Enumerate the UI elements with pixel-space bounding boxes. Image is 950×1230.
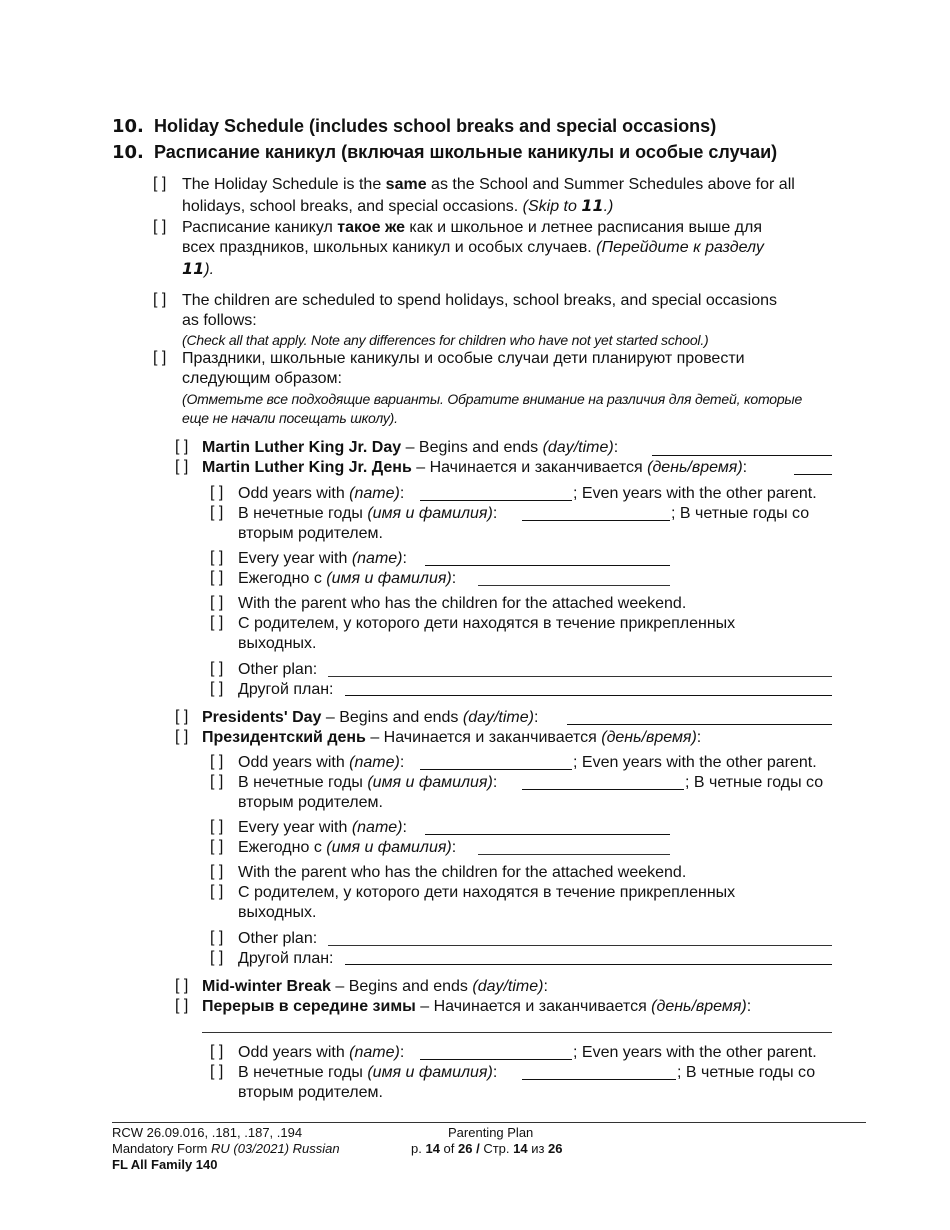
checkbox-mlk-weekend-ru[interactable]: [ ]: [210, 614, 224, 631]
checkbox-pres-odd-en[interactable]: [ ]: [210, 753, 224, 770]
option-same-en-line2: holidays, school breaks, and special occasions. (Skip to 11.): [182, 196, 614, 215]
checkbox-mlk-ru[interactable]: [ ]: [175, 458, 189, 475]
checkbox-same-en[interactable]: [ ]: [153, 175, 167, 192]
pres-odd-ru-tail: ; В четные годы со: [685, 774, 824, 791]
pres-every-name-field-ru[interactable]: [478, 854, 670, 855]
option-same-ru-line3: 11).: [182, 259, 215, 278]
checkbox-follows-ru[interactable]: [ ]: [153, 349, 167, 366]
mid-odd-name-field-ru[interactable]: [522, 1079, 676, 1080]
checkbox-pres-en[interactable]: [ ]: [175, 708, 189, 725]
pres-every-name-field[interactable]: [425, 834, 670, 835]
mid-odd-en: Odd years with (name):: [238, 1044, 405, 1061]
mid-daytime-field[interactable]: [202, 1032, 832, 1033]
checkbox-pres-every-en[interactable]: [ ]: [210, 818, 224, 835]
pres-other-field[interactable]: [328, 945, 832, 946]
mlk-other-field[interactable]: [328, 676, 832, 677]
footer-rcw: RCW 26.09.016, .181, .187, .194: [112, 1125, 303, 1140]
checkbox-mlk-odd-en[interactable]: [ ]: [210, 484, 224, 501]
option-follows-en-note: (Check all that apply. Note any differences for children who have not yet started school.): [182, 332, 709, 348]
mid-odd-name-field[interactable]: [420, 1059, 572, 1060]
pres-weekend-ru: С родителем, у которого дети находятся в течение прикрепленных: [238, 884, 736, 901]
checkbox-mlk-other-ru[interactable]: [ ]: [210, 680, 224, 697]
mlk-daytime-field-ru[interactable]: [794, 474, 832, 475]
mlk-weekend-en: With the parent who has the children for the attached weekend.: [238, 595, 687, 612]
checkbox-mlk-every-ru[interactable]: [ ]: [210, 569, 224, 586]
checkbox-same-ru[interactable]: [ ]: [153, 218, 167, 235]
mlk-label-en: Martin Luther King Jr. Day – Begins and ends (day/time):: [202, 439, 619, 456]
checkbox-pres-other-ru[interactable]: [ ]: [210, 949, 224, 966]
mlk-odd-ru-line2: вторым родителем.: [238, 525, 383, 542]
mlk-every-ru: Ежегодно с (имя и фамилия):: [238, 570, 457, 587]
option-follows-en-line2: as follows:: [182, 312, 257, 329]
footer-page: p. 14 of 26 / Стр. 14 из 26: [411, 1141, 563, 1156]
pres-other-field-ru[interactable]: [345, 964, 832, 965]
option-same-en-line1: The Holiday Schedule is the same as the School and Summer Schedules above for all: [182, 176, 795, 193]
checkbox-pres-odd-ru[interactable]: [ ]: [210, 773, 224, 790]
pres-label-ru: Президентский день – Начинается и заканчивается (день/время):: [202, 729, 702, 746]
checkbox-mlk-en[interactable]: [ ]: [175, 438, 189, 455]
checkbox-follows-en[interactable]: [ ]: [153, 291, 167, 308]
mid-label-ru: Перерыв в середине зимы – Начинается и заканчивается (день/время):: [202, 998, 752, 1015]
footer-title: Parenting Plan: [448, 1125, 534, 1140]
mlk-every-name-field-ru[interactable]: [478, 585, 670, 586]
checkbox-pres-ru[interactable]: [ ]: [175, 728, 189, 745]
mid-label-en: Mid-winter Break – Begins and ends (day/time):: [202, 978, 548, 995]
option-follows-ru-note1: (Отметьте все подходящие варианты. Обратите внимание на различия для детей, которые: [182, 391, 803, 407]
checkbox-mlk-weekend-en[interactable]: [ ]: [210, 594, 224, 611]
mid-odd-en-tail: ; Even years with the other parent.: [573, 1044, 817, 1061]
mlk-every-en: Every year with (name):: [238, 550, 407, 567]
footer-mandatory: Mandatory Form RU (03/2021) Russian: [112, 1141, 340, 1156]
pres-other-en: Other plan:: [238, 930, 318, 947]
mlk-every-name-field[interactable]: [425, 565, 670, 566]
checkbox-pres-every-ru[interactable]: [ ]: [210, 838, 224, 855]
mlk-other-ru: Другой план:: [238, 681, 334, 698]
mid-odd-ru-line2: вторым родителем.: [238, 1084, 383, 1101]
mlk-odd-ru-tail: ; В четные годы со: [671, 505, 810, 522]
footer-rule: [112, 1122, 866, 1123]
option-follows-ru-line2: следующим образом:: [182, 370, 342, 387]
checkbox-mid-odd-en[interactable]: [ ]: [210, 1043, 224, 1060]
checkbox-mlk-other-en[interactable]: [ ]: [210, 660, 224, 677]
checkbox-pres-weekend-ru[interactable]: [ ]: [210, 883, 224, 900]
pres-odd-en: Odd years with (name):: [238, 754, 405, 771]
mid-odd-ru: В нечетные годы (имя и фамилия):: [238, 1064, 498, 1081]
checkbox-mid-odd-ru[interactable]: [ ]: [210, 1063, 224, 1080]
pres-weekend-en: With the parent who has the children for the attached weekend.: [238, 864, 687, 881]
checkbox-mid-ru[interactable]: [ ]: [175, 997, 189, 1014]
pres-every-en: Every year with (name):: [238, 819, 407, 836]
pres-odd-ru: В нечетные годы (имя и фамилия):: [238, 774, 498, 791]
mlk-odd-name-field-ru[interactable]: [522, 520, 670, 521]
option-follows-ru-line1: Праздники, школьные каникулы и особые случаи дети планируют провести: [182, 350, 745, 367]
mlk-daytime-field[interactable]: [652, 455, 832, 456]
mid-odd-ru-tail: ; В четные годы со: [677, 1064, 816, 1081]
pres-weekend-ru-line2: выходных.: [238, 904, 317, 921]
checkbox-mlk-every-en[interactable]: [ ]: [210, 549, 224, 566]
mlk-weekend-ru: С родителем, у которого дети находятся в течение прикрепленных: [238, 615, 736, 632]
pres-other-ru: Другой план:: [238, 950, 334, 967]
mlk-weekend-ru-line2: выходных.: [238, 635, 317, 652]
checkbox-pres-weekend-en[interactable]: [ ]: [210, 863, 224, 880]
mlk-odd-en: Odd years with (name):: [238, 485, 405, 502]
option-follows-en-line1: The children are scheduled to spend holidays, school breaks, and special occasions: [182, 292, 778, 309]
pres-odd-ru-line2: вторым родителем.: [238, 794, 383, 811]
mlk-other-en: Other plan:: [238, 661, 318, 678]
pres-label-en: Presidents' Day – Begins and ends (day/time):: [202, 709, 539, 726]
section-title-en: Holiday Schedule (includes school breaks and special occasions): [154, 116, 717, 136]
checkbox-pres-other-en[interactable]: [ ]: [210, 929, 224, 946]
footer-form-id: FL All Family 140: [112, 1157, 218, 1172]
mlk-other-field-ru[interactable]: [345, 695, 832, 696]
section-number: 10.: [112, 116, 144, 137]
mlk-odd-en-tail: ; Even years with the other parent.: [573, 485, 817, 502]
option-same-ru-line1: Расписание каникул такое же как и школьное и летнее расписания выше для: [182, 219, 763, 236]
pres-odd-en-tail: ; Even years with the other parent.: [573, 754, 817, 771]
pres-every-ru: Ежегодно с (имя и фамилия):: [238, 839, 457, 856]
pres-odd-name-field-ru[interactable]: [522, 789, 684, 790]
option-follows-ru-note2: еще не начали посещать школу).: [182, 410, 398, 426]
pres-daytime-field[interactable]: [567, 724, 832, 725]
option-same-ru-line2: всех праздников, школьных каникул и особых случаев. (Перейдите к разделу: [182, 239, 764, 256]
section-title-ru: Расписание каникул (включая школьные каникулы и особые случаи): [154, 142, 778, 162]
mlk-odd-ru: В нечетные годы (имя и фамилия):: [238, 505, 498, 522]
checkbox-mlk-odd-ru[interactable]: [ ]: [210, 504, 224, 521]
mlk-label-ru: Martin Luther King Jr. День – Начинается и заканчивается (день/время):: [202, 459, 748, 476]
section-number-ru: 10.: [112, 142, 144, 163]
mlk-odd-name-field[interactable]: [420, 500, 572, 501]
pres-odd-name-field[interactable]: [420, 769, 572, 770]
checkbox-mid-en[interactable]: [ ]: [175, 977, 189, 994]
